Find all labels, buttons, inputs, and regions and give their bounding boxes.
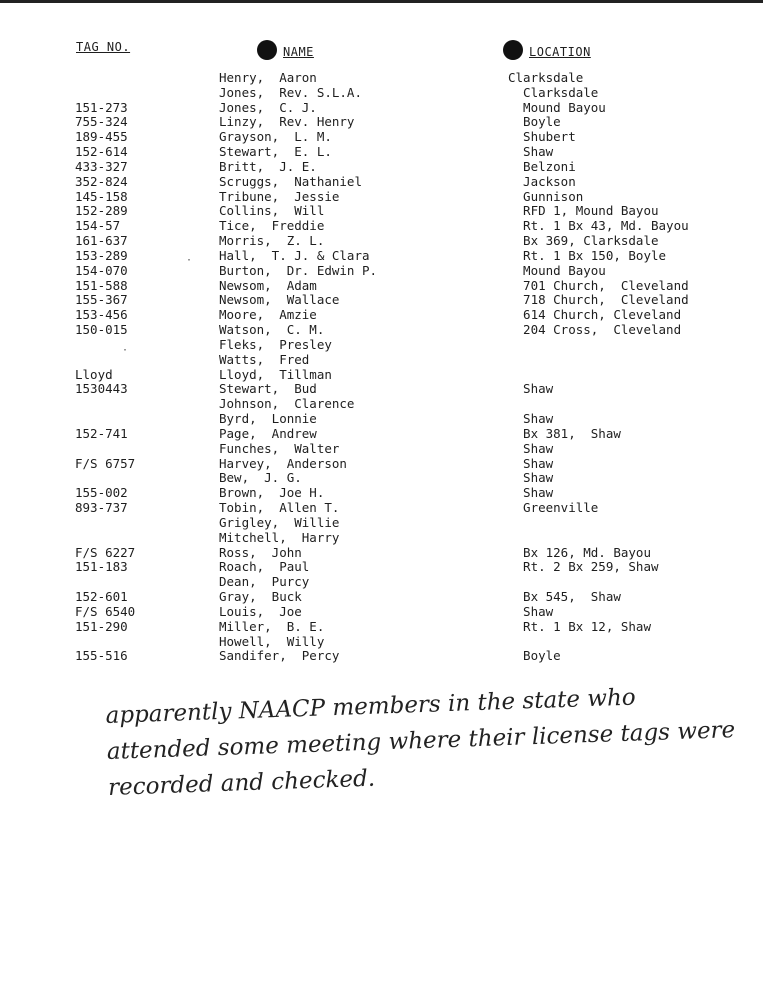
location-cell: Shaw xyxy=(508,455,554,471)
tag-cell: 150-015 xyxy=(75,322,128,338)
table-row xyxy=(0,426,763,441)
margin-mark: · xyxy=(122,345,129,356)
name-cell: Harvey, Anderson xyxy=(219,455,347,471)
tag-cell: 151-183 xyxy=(75,559,128,575)
table-row xyxy=(0,574,763,589)
table-row xyxy=(0,70,763,85)
name-cell: Brown, Joe H. xyxy=(219,485,325,501)
name-cell: Johnson, Clarence xyxy=(219,396,355,412)
table-row xyxy=(0,263,763,278)
name-cell: Jones, C. J. xyxy=(219,99,317,115)
tag-cell: 152-741 xyxy=(75,425,128,441)
tag-cell: 154-57 xyxy=(75,218,121,234)
tag-cell: 155-516 xyxy=(75,648,128,664)
name-cell: Tribune, Jessie xyxy=(219,188,340,204)
location-cell: Shubert xyxy=(508,129,576,145)
name-cell: Stewart, E. L. xyxy=(219,144,332,160)
name-cell: Page, Andrew xyxy=(219,425,317,441)
name-cell: Tice, Freddie xyxy=(219,218,325,234)
top-border xyxy=(0,0,763,3)
tag-cell: 145-158 xyxy=(75,188,128,204)
name-cell: Roach, Paul xyxy=(219,559,310,575)
table-row xyxy=(0,589,763,604)
name-cell: Gray, Buck xyxy=(219,589,302,605)
tag-cell: 152-601 xyxy=(75,589,128,605)
location-cell: Belzoni xyxy=(508,158,576,174)
table-row xyxy=(0,159,763,174)
name-cell: Louis, Joe xyxy=(219,603,302,619)
location-cell: Shaw xyxy=(508,144,554,160)
table-row xyxy=(0,530,763,545)
tag-cell: 155-002 xyxy=(75,485,128,501)
location-cell: Mound Bayou xyxy=(508,99,606,115)
table-row xyxy=(0,559,763,574)
location-cell: Rt. 2 Bx 259, Shaw xyxy=(508,559,659,575)
header-tag-no: TAG NO. xyxy=(76,40,131,54)
name-cell: Grayson, L. M. xyxy=(219,129,332,145)
tag-cell: 893-737 xyxy=(75,500,128,516)
location-cell: Rt. 1 Bx 43, Md. Bayou xyxy=(508,218,689,234)
name-cell: Morris, Z. L. xyxy=(219,233,325,249)
name-cell: Stewart, Bud xyxy=(219,381,317,397)
location-cell: Boyle xyxy=(508,114,561,130)
table-row xyxy=(0,307,763,322)
header-name: NAME xyxy=(257,40,314,60)
tag-cell: F/S 6227 xyxy=(75,544,136,560)
location-cell: Shaw xyxy=(508,485,554,501)
tag-cell: 154-070 xyxy=(75,262,128,278)
name-cell: Mitchell, Harry xyxy=(219,529,340,545)
location-cell: Clarksdale xyxy=(508,70,584,85)
location-cell: Clarksdale xyxy=(508,84,599,100)
table-row xyxy=(0,470,763,485)
table-row xyxy=(0,129,763,144)
location-cell: 204 Cross, Cleveland xyxy=(508,322,682,338)
location-cell: Shaw xyxy=(508,440,554,456)
table-row xyxy=(0,114,763,129)
punch-hole-icon xyxy=(257,40,277,60)
location-cell: RFD 1, Mound Bayou xyxy=(508,203,659,219)
tag-cell: 152-614 xyxy=(75,144,128,160)
tag-cell: 433-327 xyxy=(75,158,128,174)
location-cell: Boyle xyxy=(508,648,561,664)
location-cell: Greenville xyxy=(508,500,599,516)
table-row xyxy=(0,396,763,411)
name-cell: Howell, Willy xyxy=(219,633,325,649)
name-cell: Grigley, Willie xyxy=(219,514,340,530)
location-cell: Jackson xyxy=(508,173,576,189)
table-row xyxy=(0,292,763,307)
tag-cell: 153-456 xyxy=(75,307,128,323)
table-row xyxy=(0,500,763,515)
table-row xyxy=(0,485,763,500)
name-cell: Linzy, Rev. Henry xyxy=(219,114,355,130)
name-cell: Sandifer, Percy xyxy=(219,648,340,664)
tag-cell: 151-273 xyxy=(75,99,128,115)
location-cell: Rt. 1 Bx 150, Boyle xyxy=(508,247,667,263)
name-cell: Fleks, Presley xyxy=(219,336,332,352)
table-row xyxy=(0,352,763,367)
tag-cell: 151-588 xyxy=(75,277,128,293)
tag-cell: Lloyd xyxy=(75,366,113,382)
tag-cell: 155-367 xyxy=(75,292,128,308)
table-row xyxy=(0,218,763,233)
name-cell: Britt, J. E. xyxy=(219,158,317,174)
table-row xyxy=(0,411,763,426)
name-cell: Ross, John xyxy=(219,544,302,560)
tag-cell: 153-289 xyxy=(75,247,128,263)
name-cell: Newsom, Wallace xyxy=(219,292,340,308)
name-cell: Watts, Fred xyxy=(219,351,310,367)
tag-cell: 352-824 xyxy=(75,173,128,189)
location-cell: Bx 381, Shaw xyxy=(508,425,621,441)
name-cell: Miller, B. E. xyxy=(219,618,325,634)
table-row xyxy=(0,278,763,293)
name-cell: Hall, T. J. & Clara xyxy=(219,247,370,263)
name-cell: Funches, Walter xyxy=(219,440,340,456)
name-cell: Henry, Aaron xyxy=(219,70,317,85)
table-row xyxy=(0,322,763,337)
name-cell: Jones, Rev. S.L.A. xyxy=(219,84,362,100)
margin-mark: · xyxy=(186,255,193,266)
tag-cell: F/S 6540 xyxy=(75,603,136,619)
location-cell: Shaw xyxy=(508,381,554,397)
tag-cell: 152-289 xyxy=(75,203,128,219)
location-cell: Bx 369, Clarksdale xyxy=(508,233,659,249)
table-row xyxy=(0,174,763,189)
table-row xyxy=(0,515,763,530)
name-cell: Dean, Purcy xyxy=(219,574,310,590)
table-row xyxy=(0,381,763,396)
name-cell: Byrd, Lonnie xyxy=(219,411,317,427)
header-location: LOCATION xyxy=(503,40,591,60)
name-cell: Burton, Dr. Edwin P. xyxy=(219,262,378,278)
name-cell: Watson, C. M. xyxy=(219,322,325,338)
table-row xyxy=(0,100,763,115)
location-cell: 614 Church, Cleveland xyxy=(508,307,682,323)
punch-hole-icon xyxy=(503,40,523,60)
tag-cell: F/S 6757 xyxy=(75,455,136,471)
location-cell: Shaw xyxy=(508,470,554,486)
table-row xyxy=(0,203,763,218)
location-cell: Shaw xyxy=(508,603,554,619)
table-row xyxy=(0,634,763,649)
tag-cell: 161-637 xyxy=(75,233,128,249)
name-cell: Lloyd, Tillman xyxy=(219,366,332,382)
name-cell: Tobin, Allen T. xyxy=(219,500,340,516)
location-cell: Bx 126, Md. Bayou xyxy=(508,544,651,560)
name-cell: Bew, J. G. xyxy=(219,470,302,486)
location-cell: Rt. 1 Bx 12, Shaw xyxy=(508,618,651,634)
tag-cell: 1530443 xyxy=(75,381,128,397)
tag-cell: 189-455 xyxy=(75,129,128,145)
table-row xyxy=(0,85,763,100)
table-row xyxy=(0,604,763,619)
table-row xyxy=(0,189,763,204)
table-row xyxy=(0,367,763,382)
name-cell: Scruggs, Nathaniel xyxy=(219,173,362,189)
handwritten-note: apparently NAACP members in the state who attended some meeting where their license tags were recorded and checked. xyxy=(105,684,736,801)
table-row xyxy=(0,648,763,663)
table-row xyxy=(0,144,763,159)
table-row xyxy=(0,441,763,456)
location-cell: Bx 545, Shaw xyxy=(508,589,621,605)
name-cell: Newsom, Adam xyxy=(219,277,317,293)
table-row xyxy=(0,545,763,560)
table-row xyxy=(0,337,763,352)
name-cell: Collins, Will xyxy=(219,203,325,219)
tag-cell: 151-290 xyxy=(75,618,128,634)
table-row xyxy=(0,248,763,263)
name-cell: Moore, Amzie xyxy=(219,307,317,323)
table-row xyxy=(0,456,763,471)
location-cell: 718 Church, Cleveland xyxy=(508,292,689,308)
tag-cell: 755-324 xyxy=(75,114,128,130)
location-cell: Mound Bayou xyxy=(508,262,606,278)
table-row xyxy=(0,233,763,248)
location-cell: Shaw xyxy=(508,411,554,427)
location-cell: 701 Church, Cleveland xyxy=(508,277,689,293)
location-cell: Gunnison xyxy=(508,188,584,204)
table-row xyxy=(0,619,763,634)
